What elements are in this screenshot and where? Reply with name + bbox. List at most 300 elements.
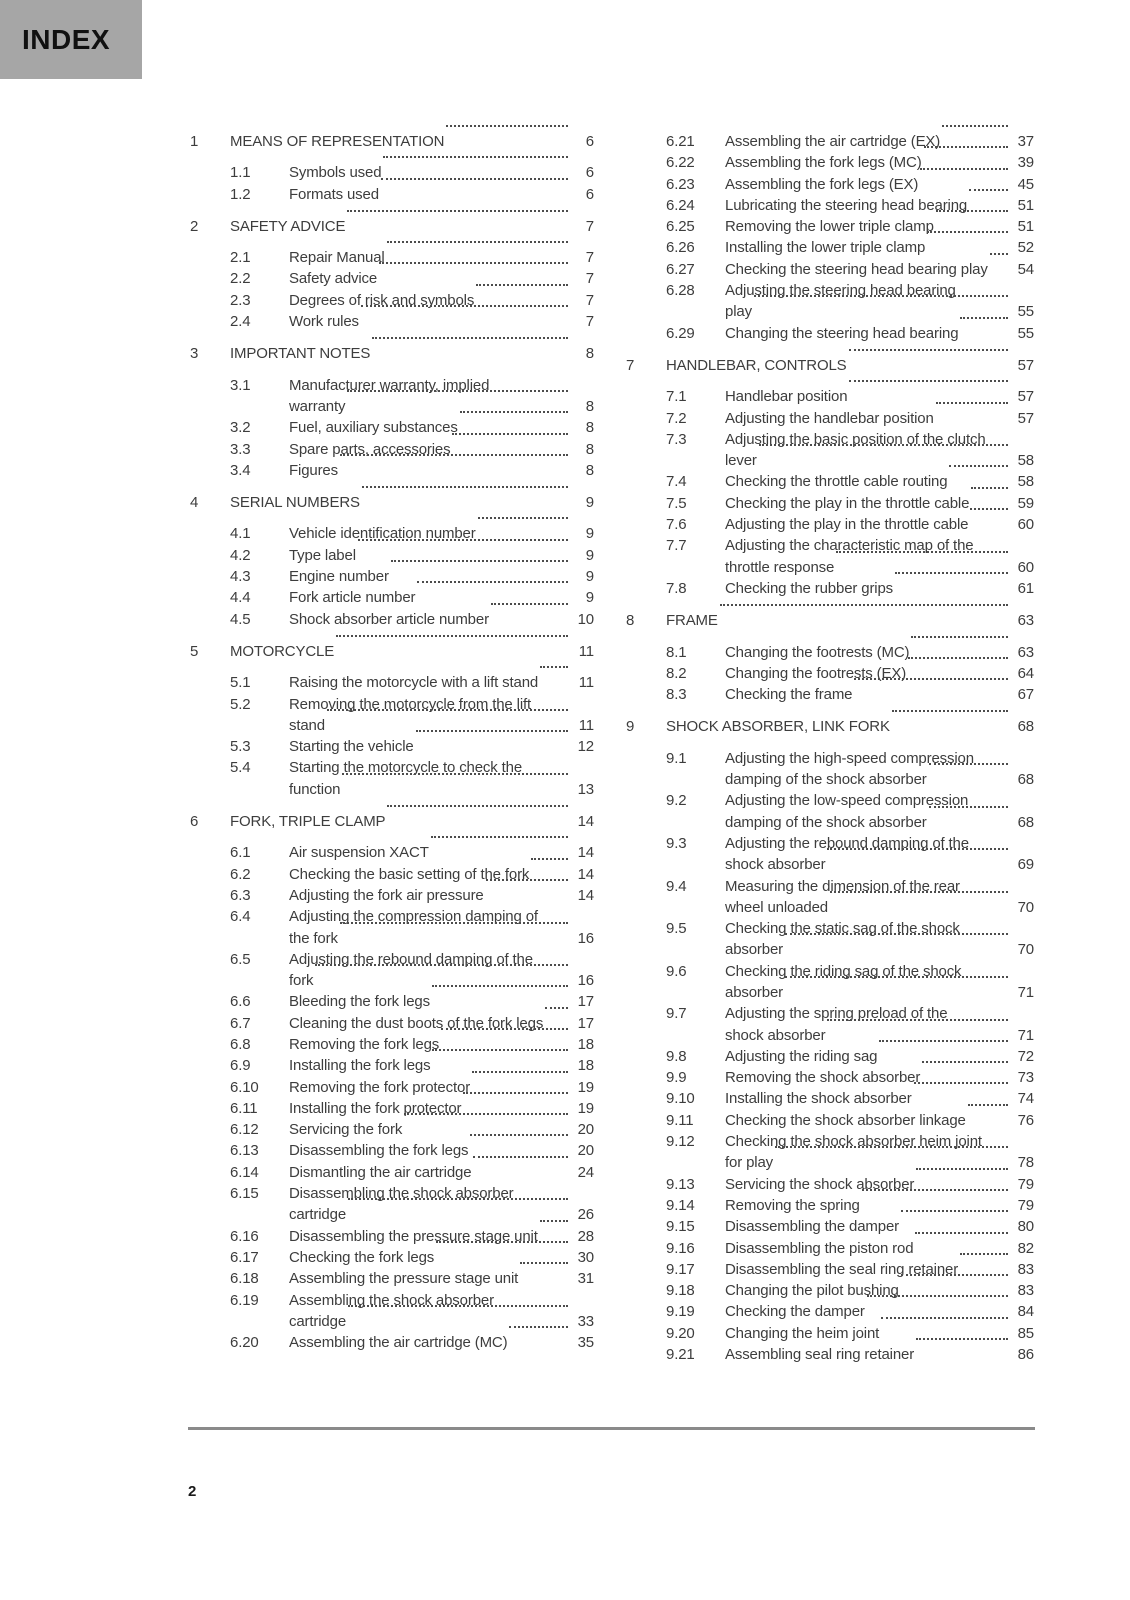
toc-entry-number: 6.21: [666, 133, 695, 150]
toc-entry-body: [289, 991, 594, 1012]
toc-entry-row: [230, 1013, 594, 1034]
toc-entry-leader-line: [230, 641, 594, 662]
toc-entry-number: 6.25: [666, 218, 695, 236]
toc-entry-title-line: Manufacturer warranty, implied: [289, 376, 490, 394]
toc-entry-title-line: Adjusting the steering head bearing: [725, 282, 956, 300]
toc-entry-row: [666, 1110, 1034, 1131]
toc-entry-row: [666, 216, 1034, 237]
toc-entry-row: [230, 587, 594, 608]
toc-entry-leader-line: [725, 1046, 1034, 1067]
toc-entry-leader-line: [289, 1034, 594, 1055]
toc-entry-leader-line: [725, 1174, 1034, 1195]
toc-entry-leader-line: [289, 1055, 594, 1076]
toc-entry-page: 19: [577, 1099, 594, 1117]
toc-entry-number: 6.20: [230, 1334, 259, 1352]
toc-entry-leader-line: [725, 982, 1034, 1003]
toc-entry-body: [289, 842, 594, 863]
toc-entry-leader-line: [725, 897, 1034, 918]
toc-entry-title: Servicing the fork: [289, 1121, 403, 1139]
toc-entry-title: shock absorber: [725, 856, 826, 874]
toc-entry-page: 24: [577, 1163, 594, 1181]
toc-entry-title: Bleeding the fork legs: [289, 993, 430, 1011]
toc-entry-title: throttle response: [725, 558, 835, 576]
toc-entry-row: [230, 1055, 594, 1076]
toc-entry-page: 55: [1017, 303, 1034, 321]
toc-entry-title: Checking the play in the throttle cable: [725, 494, 970, 512]
toc-entry-number: 7.1: [666, 388, 687, 406]
toc-entry-page: 7: [585, 291, 594, 309]
toc-entry-leader-line: [289, 715, 594, 736]
toc-entry-row: [230, 885, 594, 906]
toc-entry-title-line: Adjusting the high-speed compression: [725, 749, 974, 767]
toc-entry-number: 9.21: [666, 1346, 695, 1364]
toc-entry-number: 9.16: [666, 1239, 695, 1257]
toc-entry-row: [230, 864, 594, 885]
toc-entry-page: 70: [1017, 941, 1034, 959]
toc-entry-body: [289, 1162, 594, 1183]
toc-entry-body: [289, 1119, 594, 1140]
toc-entry-page: 13: [577, 780, 594, 798]
toc-entry-title-line: Measuring the dimension of the rear: [725, 877, 960, 895]
toc-entry-body: [725, 1280, 1034, 1301]
toc-entry-leader-line: [725, 1259, 1034, 1280]
toc-entry-number: 9.9: [666, 1069, 687, 1087]
toc-entry-page: 83: [1017, 1260, 1034, 1278]
toc-entry-number: 5.3: [230, 738, 251, 756]
toc-entry-number: 9.6: [666, 962, 687, 980]
toc-entry-row: [230, 566, 594, 587]
toc-entry-number: 6.3: [230, 886, 251, 904]
toc-entry-leader-line: [289, 736, 594, 757]
toc-entry-number: 1: [190, 133, 199, 150]
toc-entry-number: 7.3: [666, 430, 687, 448]
toc-entry-leader-line: [725, 1280, 1034, 1301]
toc-entry-title: SAFETY ADVICE: [230, 217, 346, 235]
toc-entry-page: 8: [585, 345, 594, 363]
toc-entry-body: [725, 833, 1034, 876]
toc-entry-page: 7: [585, 313, 594, 331]
toc-section-row: [190, 131, 594, 152]
toc-entry-title: Checking the steering head bearing play: [725, 260, 988, 278]
toc-entry-title-line: Disassembling the shock absorber: [289, 1185, 514, 1203]
toc-entry-title-line: Removing the motorcycle from the lift: [289, 695, 532, 713]
toc-entry-leader-line: [289, 779, 594, 800]
toc-entry-leader-line: [725, 471, 1034, 492]
toc-entry-page: 6: [585, 164, 594, 182]
toc-entry-row: [666, 1067, 1034, 1088]
toc-entry-body: [725, 131, 1034, 152]
toc-entry-row: [666, 1088, 1034, 1109]
toc-entry-leader-line: [289, 1013, 594, 1034]
toc-entry-row: [230, 311, 594, 332]
toc-entry-leader-line: [289, 162, 594, 183]
toc-entry-leader-line: [289, 396, 594, 417]
toc-entry-body: [725, 642, 1034, 663]
toc-entry-row: [230, 1098, 594, 1119]
toc-entry-row: [666, 323, 1034, 344]
toc-entry-body: [725, 323, 1034, 344]
toc-entry-title: Servicing the shock absorber: [725, 1175, 915, 1193]
toc-entry-leader-line: [725, 812, 1034, 833]
toc-entry-title: Assembling the air cartridge (MC): [289, 1334, 508, 1352]
toc-entry-leader-line: [289, 991, 594, 1012]
toc-entry-page: 83: [1017, 1282, 1034, 1300]
toc-entry-leader-line: [230, 216, 594, 237]
toc-entry-number: 6.24: [666, 196, 695, 214]
toc-entry-leader-line: [289, 1268, 594, 1289]
toc-entry-page: 10: [577, 610, 594, 628]
toc-entry-row: [230, 991, 594, 1012]
toc-entry-title: Figures: [289, 461, 338, 479]
toc-entry-page: 55: [1017, 324, 1034, 342]
toc-entry-page: 20: [577, 1142, 594, 1160]
toc-entry-body: [289, 906, 594, 949]
toc-entry-title: Changing the steering head bearing: [725, 324, 959, 342]
toc-entry-body: [725, 174, 1034, 195]
toc-entry-number: 7.6: [666, 516, 687, 534]
toc-entry-title: Fork article number: [289, 589, 416, 607]
toc-entry-body: [289, 1077, 594, 1098]
toc-entry-body: [725, 790, 1034, 833]
toc-entry-page: 80: [1017, 1218, 1034, 1236]
toc-entry-number: 6.16: [230, 1227, 259, 1245]
toc-entry-title: lever: [725, 452, 757, 470]
toc-entry-body: [230, 343, 594, 364]
toc-entry-number: 9.2: [666, 792, 687, 810]
toc-entry-leader-line: [289, 1140, 594, 1161]
toc-entry-row: [230, 736, 594, 757]
toc-entry-title: Assembling the air cartridge (EX): [725, 133, 941, 150]
toc-entry-row: [666, 386, 1034, 407]
toc-entry-body: [725, 152, 1034, 173]
toc-entry-row: [230, 1034, 594, 1055]
toc-entry-page: 9: [585, 494, 594, 512]
toc-entry-title: FORK, TRIPLE CLAMP: [230, 813, 386, 831]
toc-entry-page: 9: [585, 589, 594, 607]
toc-entry-body: [725, 1088, 1034, 1109]
toc-entry-page: 84: [1017, 1303, 1034, 1321]
toc-entry-body: [725, 684, 1034, 705]
toc-entry-body: [289, 290, 594, 311]
toc-entry-body: [289, 1034, 594, 1055]
toc-entry-page: 19: [577, 1078, 594, 1096]
toc-entry-page: 31: [577, 1270, 594, 1288]
toc-entry-number: 6.22: [666, 154, 695, 172]
toc-entry-body: [725, 408, 1034, 429]
toc-entry-page: 20: [577, 1121, 594, 1139]
toc-entry-number: 6.18: [230, 1270, 259, 1288]
toc-entry-title: Removing the fork legs: [289, 1035, 440, 1053]
toc-entry-row: [666, 237, 1034, 258]
toc-entry-title: Spare parts, accessories: [289, 440, 451, 458]
toc-entry-body: [289, 523, 594, 544]
toc-entry-page: 71: [1017, 983, 1034, 1001]
toc-entry-leader-line: [725, 1152, 1034, 1173]
toc-entry-leader-line: [289, 247, 594, 268]
toc-entry-row: [666, 1195, 1034, 1216]
toc-entry-number: 6: [190, 813, 199, 831]
toc-entry-row: [666, 876, 1034, 919]
toc-entry-title: Changing the pilot bushing: [725, 1282, 899, 1300]
toc-entry-body: [289, 757, 594, 800]
toc-entry-number: 9.13: [666, 1175, 695, 1193]
toc-entry-title: IMPORTANT NOTES: [230, 345, 371, 363]
toc-entry-body: [289, 1332, 594, 1353]
toc-entry-body: [289, 1268, 594, 1289]
toc-entry-row: [666, 408, 1034, 429]
toc-entry-number: 6.7: [230, 1014, 251, 1032]
toc-entry-leader-line: [289, 609, 594, 630]
toc-entry-number: 9.1: [666, 749, 687, 767]
toc-entry-page: 58: [1017, 452, 1034, 470]
toc-entry-number: 4.2: [230, 546, 251, 564]
toc-entry-page: 18: [577, 1057, 594, 1075]
toc-entry-body: [289, 417, 594, 438]
toc-entry-leader-line: [289, 545, 594, 566]
toc-entry-row: [230, 906, 594, 949]
toc-entry-number: 3.2: [230, 419, 251, 437]
toc-entry-page: 70: [1017, 898, 1034, 916]
toc-entry-title: Cleaning the dust boots of the fork legs: [289, 1014, 544, 1032]
toc-entry-number: 6.17: [230, 1248, 259, 1266]
toc-entry-body: [289, 1098, 594, 1119]
toc-entry-leader-line: [725, 174, 1034, 195]
toc-entry-row: [666, 1344, 1034, 1365]
toc-entry-title: function: [289, 780, 341, 798]
toc-entry-page: 63: [1017, 612, 1034, 630]
toc-entry-body: [725, 1174, 1034, 1195]
toc-entry-number: 9.14: [666, 1196, 695, 1214]
toc-entry-page: 78: [1017, 1154, 1034, 1172]
toc-entry-number: 6.28: [666, 282, 695, 300]
toc-entry-leader-line: [289, 1332, 594, 1353]
toc-entry-title: damping of the shock absorber: [725, 771, 927, 789]
toc-entry-number: 6.12: [230, 1121, 259, 1139]
toc-entry-page: 68: [1017, 813, 1034, 831]
toc-entry-body: [289, 885, 594, 906]
toc-entry-number: 4.4: [230, 589, 251, 607]
toc-entry-leader-line: [289, 439, 594, 460]
toc-entry-page: 82: [1017, 1239, 1034, 1257]
toc-entry-title: Adjusting the play in the throttle cable: [725, 516, 969, 534]
toc-entry-page: 68: [1017, 718, 1034, 736]
toc-entry-number: 1.2: [230, 185, 251, 203]
toc-entry-page: 57: [1017, 356, 1034, 374]
toc-entry-title: Starting the vehicle: [289, 738, 414, 756]
toc-entry-title-line: Adjusting the rebound damping of the: [725, 834, 969, 852]
toc-entry-number: 3.3: [230, 440, 251, 458]
toc-entry-title: Fuel, auxiliary substances: [289, 419, 458, 437]
toc-entry-leader-line: [725, 1301, 1034, 1322]
toc-entry-page: 52: [1017, 239, 1034, 257]
toc-entry-number: 9.5: [666, 920, 687, 938]
toc-entry-title: MOTORCYCLE: [230, 642, 335, 660]
toc-entry-page: 85: [1017, 1324, 1034, 1342]
toc-entry-title: Handlebar position: [725, 388, 848, 406]
toc-entry-row: [230, 609, 594, 630]
toc-entry-number: 1.1: [230, 164, 251, 182]
toc-entry-title-line: Checking the static sag of the shock: [725, 920, 960, 938]
toc-entry-number: 2.2: [230, 270, 251, 288]
toc-entry-page: 9: [585, 568, 594, 586]
toc-entry-page: 39: [1017, 154, 1034, 172]
toc-entry-number: 6.10: [230, 1078, 259, 1096]
toc-entry-number: 6.14: [230, 1163, 259, 1181]
toc-entry-title-line: Checking the shock absorber heim joint: [725, 1133, 982, 1151]
toc-entry-row: [230, 757, 594, 800]
toc-entry-leader-line: [230, 131, 594, 152]
toc-entry-number: 7: [626, 356, 635, 374]
toc-entry-body: [725, 1046, 1034, 1067]
toc-entry-row: [666, 1216, 1034, 1237]
toc-entry-number: 9.3: [666, 834, 687, 852]
toc-entry-leader-line: [230, 492, 594, 513]
toc-entry-title: Removing the spring: [725, 1196, 860, 1214]
toc-entry-row: [666, 152, 1034, 173]
toc-entry-leader-line: [289, 268, 594, 289]
toc-entry-leader-line: [725, 195, 1034, 216]
toc-entry-number: 7.2: [666, 409, 687, 427]
toc-entry-page: 16: [577, 972, 594, 990]
toc-entry-leader-line: [289, 566, 594, 587]
toc-entry-title: Checking the basic setting of the fork: [289, 865, 530, 883]
toc-entry-page: 14: [577, 813, 594, 831]
toc-entry-leader-line: [725, 1110, 1034, 1131]
toc-entry-number: 3.1: [230, 376, 251, 394]
toc-entry-title: wheel unloaded: [725, 898, 828, 916]
toc-entry-page: 17: [577, 993, 594, 1011]
toc-section-row: [626, 355, 1034, 376]
toc-entry-title: SERIAL NUMBERS: [230, 494, 360, 512]
toc-entry-title: warranty: [289, 397, 346, 415]
toc-entry-number: 8.2: [666, 664, 687, 682]
toc-entry-title-line: Adjusting the characteristic map of the: [725, 537, 974, 555]
toc-entry-page: 61: [1017, 579, 1034, 597]
toc-entry-leader-line: [725, 514, 1034, 535]
toc-entry-row: [230, 1332, 594, 1353]
toc-entry-title: Symbols used: [289, 164, 382, 182]
toc-entry-body: [289, 587, 594, 608]
toc-entry-number: 9.15: [666, 1218, 695, 1236]
toc-entry-body: [725, 918, 1034, 961]
toc-entry-row: [666, 663, 1034, 684]
toc-entry-number: 7.4: [666, 473, 687, 491]
toc-entry-title: Disassembling the seal ring retainer: [725, 1260, 959, 1278]
toc-entry-row: [666, 790, 1034, 833]
toc-entry-page: 9: [585, 525, 594, 543]
toc-entry-title: Checking the throttle cable routing: [725, 473, 948, 491]
toc-entry-leader-line: [725, 854, 1034, 875]
toc-entry-page: 45: [1017, 175, 1034, 193]
toc-entry-title-line: Adjusting the basic position of the clutch: [725, 430, 986, 448]
toc-entry-title: Lubricating the steering head bearing: [725, 196, 968, 214]
toc-entry-title: shock absorber: [725, 1026, 826, 1044]
toc-entry-number: 6.27: [666, 260, 695, 278]
toc-entry-body: [230, 131, 594, 152]
toc-entry-page: 58: [1017, 473, 1034, 491]
toc-entry-page: 6: [585, 185, 594, 203]
toc-section-row: [626, 716, 1034, 737]
toc-entry-page: 26: [577, 1206, 594, 1224]
toc-entry-number: 2.4: [230, 313, 251, 331]
toc-entry-page: 64: [1017, 664, 1034, 682]
toc-entry-title: the fork: [289, 929, 338, 947]
toc-entry-leader-line: [725, 939, 1034, 960]
toc-entry-leader-line: [725, 1195, 1034, 1216]
toc-entry-leader-line: [725, 663, 1034, 684]
toc-entry-leader-line: [230, 811, 594, 832]
toc-entry-title: HANDLEBAR, CONTROLS: [666, 356, 847, 374]
toc-entry-body: [289, 1247, 594, 1268]
toc-entry-leader-line: [725, 493, 1034, 514]
toc-entry-leader-line: [289, 290, 594, 311]
toc-entry-title: fork: [289, 972, 314, 990]
toc-entry-row: [666, 174, 1034, 195]
toc-entry-number: 6.4: [230, 908, 251, 926]
toc-entry-number: 6.15: [230, 1185, 259, 1203]
toc-entry-row: [230, 1077, 594, 1098]
toc-entry-title: Checking the rubber grips: [725, 579, 894, 597]
toc-entry-title: Assembling the fork legs (MC): [725, 154, 922, 172]
toc-entry-number: 2.1: [230, 249, 251, 267]
toc-entry-leader-line: [725, 1088, 1034, 1109]
toc-entry-title-line: Adjusting the spring preload of the: [725, 1005, 948, 1023]
toc-entry-body: [725, 237, 1034, 258]
toc-entry-leader-line: [725, 408, 1034, 429]
toc-entry-leader-line: [666, 355, 1034, 376]
toc-entry-number: 8.1: [666, 643, 687, 661]
toc-entry-page: 60: [1017, 516, 1034, 534]
toc-entry-page: 11: [578, 674, 594, 692]
toc-entry-number: 6.6: [230, 993, 251, 1011]
toc-entry-row: [230, 842, 594, 863]
toc-entry-leader-line: [289, 1119, 594, 1140]
toc-entry-body: [725, 493, 1034, 514]
toc-entry-title: Changing the heim joint: [725, 1324, 880, 1342]
toc-entry-leader-line: [289, 672, 594, 693]
toc-entry-leader-line: [289, 587, 594, 608]
toc-entry-title: Disassembling the piston rod: [725, 1239, 914, 1257]
toc-entry-leader-line: [289, 885, 594, 906]
toc-entry-title: Installing the lower triple clamp: [725, 239, 926, 257]
toc-entry-leader-line: [230, 343, 594, 364]
toc-entry-title: Removing the shock absorber: [725, 1069, 921, 1087]
toc-entry-number: 6.29: [666, 324, 695, 342]
toc-entry-number: 9.17: [666, 1260, 695, 1278]
toc-entry-row: [230, 290, 594, 311]
toc-entry-page: 18: [577, 1035, 594, 1053]
toc-entry-title: for play: [725, 1154, 773, 1172]
toc-entry-body: [289, 672, 594, 693]
toc-entry-number: 3: [190, 345, 199, 363]
toc-entry-row: [666, 1323, 1034, 1344]
toc-entry-title: Disassembling the damper: [725, 1218, 899, 1236]
toc-entry-body: [725, 1323, 1034, 1344]
toc-entry-body: [666, 355, 1034, 376]
toc-entry-row: [666, 1046, 1034, 1067]
toc-entry-page: 51: [1017, 196, 1034, 214]
toc-entry-body: [289, 1055, 594, 1076]
toc-entry-number: 9.8: [666, 1047, 687, 1065]
toc-entry-body: [289, 609, 594, 630]
toc-entry-page: 76: [1017, 1111, 1034, 1129]
toc-entry-title: stand: [289, 716, 325, 734]
toc-entry-number: 4.1: [230, 525, 251, 543]
toc-entry-row: [666, 833, 1034, 876]
toc-entry-page: 12: [577, 738, 594, 756]
toc-entry-title: Installing the fork legs: [289, 1057, 431, 1075]
toc-entry-number: 6.19: [230, 1291, 259, 1309]
